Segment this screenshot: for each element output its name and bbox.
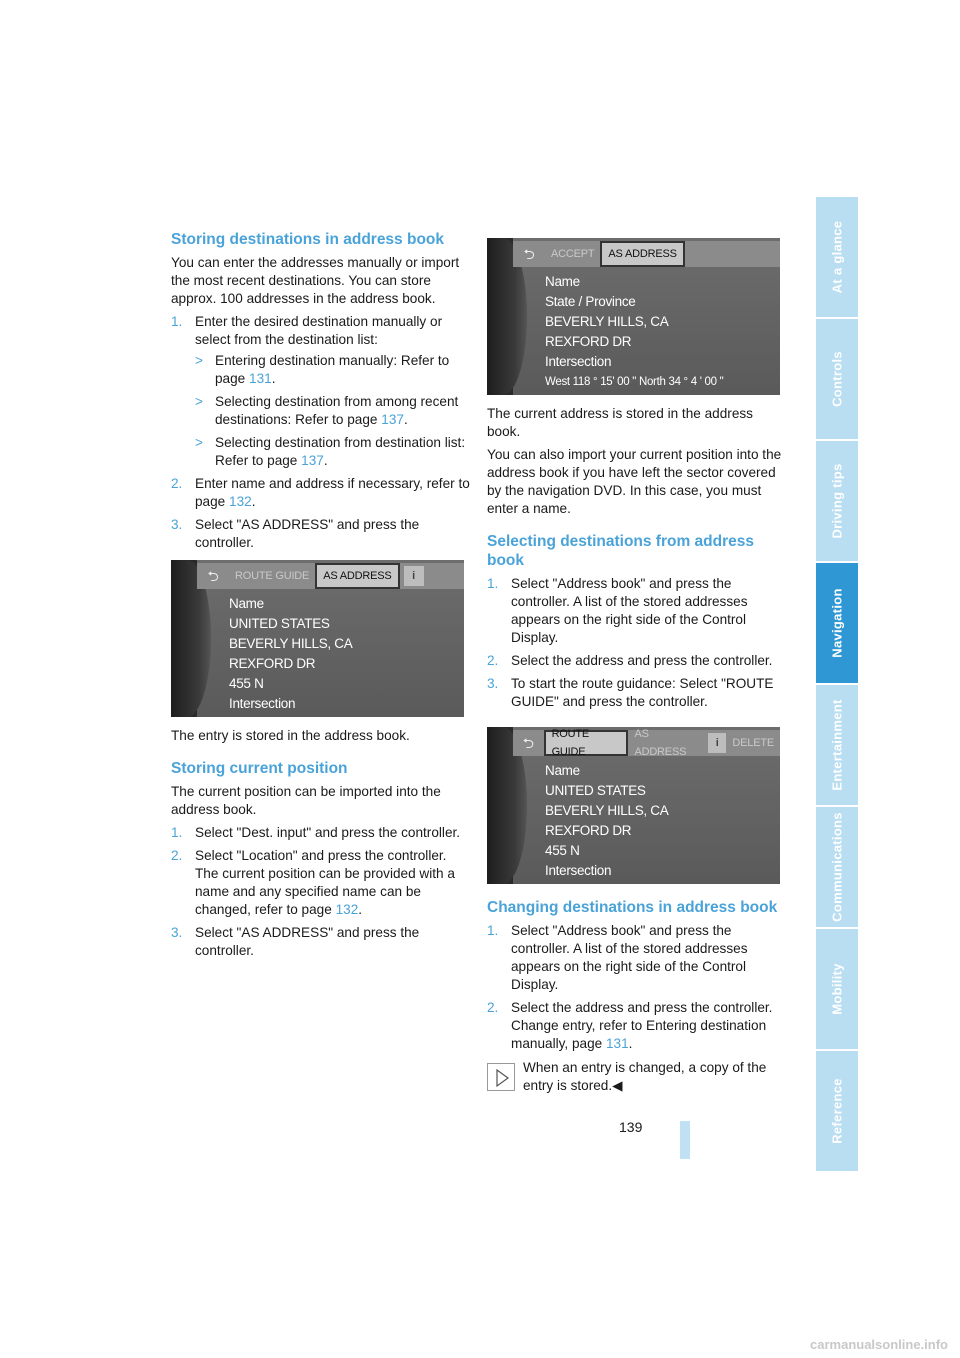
sub-text: Selecting destination from destination list: Refer to page [215,435,466,468]
screen-row: Name [545,274,580,289]
address-stored-paragraph: The current address is stored in the address book. [487,406,753,439]
screenshot-route-guide-as-address [171,560,464,717]
screen-row: Intersection [545,863,612,878]
screen-row: BEVERLY HILLS, CA [545,803,669,818]
step-text: Enter the desired destination manually or select from the destination list: [195,314,443,347]
page-link[interactable]: 131 [605,1036,629,1051]
chapter-tab-controls[interactable]: Controls [816,319,858,439]
screenshot-route-guide-delete [487,727,780,884]
chapter-tab-navigation[interactable]: Navigation [816,563,858,683]
page-link[interactable]: 137 [381,412,404,427]
step-text: Select "Address book" and press the controller. A list of the stored addresses appears on the right side of the Control Display. [511,576,748,645]
screen-menu-bar [513,730,780,756]
screen-row: Intersection [229,696,296,711]
screen-row: REXFORD DR [229,656,316,671]
change-step-1 [487,922,787,994]
screen-row: UNITED STATES [229,616,330,631]
screen-rows [229,594,458,714]
screen-row-coordinates: West 118 ° 15' 00 " North 34 ° 4 ' 00 " [545,376,724,388]
import-position-paragraph: You can also import your current position into the address book if you have left the sector covered by the navigation DVD. In this case, you must enter a name. [487,447,782,516]
back-arrow-icon: ⮌ [207,568,219,584]
step-text: Select "Dest. input" and press the controller. [195,825,461,840]
watermark: carmanualsonline.info [810,1337,948,1352]
intro-paragraph: You can enter the addresses manually or import the most recent destinations. You can store approx. 100 addresses in the address book. [171,255,460,306]
note-block [487,1059,787,1095]
step-number: 1. [171,314,183,329]
step-text: Select the address and press the controller. [511,653,773,668]
step-text: Select "Location" and press the controller. The current position can be provided with a name and any specified name can be changed, refer to page [195,848,455,917]
page-link[interactable]: 137 [301,453,324,468]
screenshot-accept-as-address [487,238,780,395]
page-number-bar [680,1121,690,1159]
current-position-paragraph: The current position can be imported into the address book. [171,784,441,817]
chapter-tab-driving-tips[interactable]: Driving tips [816,441,858,561]
back-arrow-icon: ⮌ [522,735,534,751]
tab-route-guide: ROUTE GUIDE [235,570,310,582]
step-text: Select the address and press the controller. Change entry, refer to Entering destination manually, page [511,1000,773,1051]
sub-text: Entering destination manually: Refer to page [215,353,450,386]
step-number: 1. [487,576,499,591]
screen-row: Name [545,763,580,778]
screen-menu-bar [513,241,780,267]
step-text: Enter name and address if necessary, refer to page [195,476,470,509]
sub-item-recent: > Selecting destination from among recent destinations: Refer to page 137. [195,394,459,427]
screen-row: 455 N [545,843,580,858]
screen-row: State / Province [545,294,636,309]
screen-row: Name [229,596,264,611]
step-number: 2. [171,476,183,491]
step-number: 2. [487,1000,499,1015]
step-number: 3. [171,517,183,532]
step-text: Select "AS ADDRESS" and press the controller. [195,925,420,958]
sub-item-list: > Selecting destination from destination list: Refer to page 137. [195,435,466,468]
tab-as-address: AS ADDRESS [600,241,684,267]
select-step-2 [487,652,787,670]
select-step-3 [487,675,787,711]
page-link[interactable]: 131 [249,371,272,386]
step-number: 2. [487,653,499,668]
info-icon: i [404,566,424,586]
left-column [171,230,471,965]
step-1 [171,313,471,470]
screen-menu-bar [197,563,464,589]
step-number: 3. [487,676,499,691]
chapter-tab-mobility[interactable]: Mobility [816,929,858,1049]
step-number: 3. [171,925,183,940]
current-step-1 [171,824,471,842]
back-arrow-icon: ⮌ [523,246,535,262]
step-2: 2. Enter name and address if necessary, refer to page 132. [171,476,470,509]
screen-row: 455 N [229,676,264,691]
tab-as-address: AS ADDRESS [315,563,399,589]
step-3 [171,516,471,552]
sub-item-manual: > Entering destination manually: Refer to page 131. [195,353,450,386]
chapter-tab-reference[interactable]: Reference [816,1051,858,1171]
right-column [487,236,787,1095]
screen-rows [545,272,774,392]
step-text: To start the route guidance: Select "ROUTE GUIDE" and press the controller. [511,676,774,709]
step-text: Select "Address book" and press the controller. A list of the stored addresses appears on the right side of the Control Display. [511,923,748,992]
select-step-1 [487,575,787,647]
heading-storing-current-position: Storing current position [171,760,348,777]
chapter-tab-communications[interactable]: Communications [816,807,858,927]
screen-row: REXFORD DR [545,334,632,349]
page-link[interactable]: 132 [229,494,252,509]
tab-as-address: AS ADDRESS [634,728,687,758]
page-link[interactable]: 132 [335,902,359,917]
info-icon: i [708,733,727,753]
change-step-2: 2. Select the address and press the controller. Change entry, refer to Entering destination manually, page 131. [487,1000,773,1051]
screen-row: BEVERLY HILLS, CA [545,314,669,329]
step-text: Select "AS ADDRESS" and press the controller. [195,517,420,550]
chapter-tab-entertainment[interactable]: Entertainment [816,685,858,805]
bullet-arrow: > [195,353,203,368]
current-step-3 [171,924,471,960]
step-number: 1. [171,825,183,840]
entry-stored-paragraph: The entry is stored in the address book. [171,728,410,743]
tab-route-guide: ROUTE GUIDE [544,730,629,756]
heading-selecting-destinations: Selecting destinations from address book [487,533,755,569]
chapter-tab-at-a-glance[interactable]: At a glance [816,197,858,317]
chapter-tabs [816,197,858,1173]
step-number: 2. [171,848,183,863]
tab-accept: ACCEPT [551,248,595,260]
step-number: 1. [487,923,499,938]
page-number: 139 [619,1119,643,1135]
screen-row: UNITED STATES [545,783,646,798]
screen-rows [545,761,774,881]
bullet-arrow: > [195,435,203,450]
heading-changing-destinations: Changing destinations in address book [487,899,778,916]
screen-row: Intersection [545,354,612,369]
note-text: When an entry is changed, a copy of the entry is stored.◀ [523,1060,767,1093]
note-triangle-icon [487,1063,515,1091]
bullet-arrow: > [195,394,203,409]
heading-storing-destinations: Storing destinations in address book [171,231,445,248]
current-step-2: 2. Select "Location" and press the controller. The current position can be provided with a name and any specified name can be changed, refer to page 132. [171,848,455,917]
screen-row: BEVERLY HILLS, CA [229,636,353,651]
sub-text: Selecting destination from among recent destinations: Refer to page [215,394,459,427]
tab-delete: DELETE [732,737,774,749]
screen-row: REXFORD DR [545,823,632,838]
